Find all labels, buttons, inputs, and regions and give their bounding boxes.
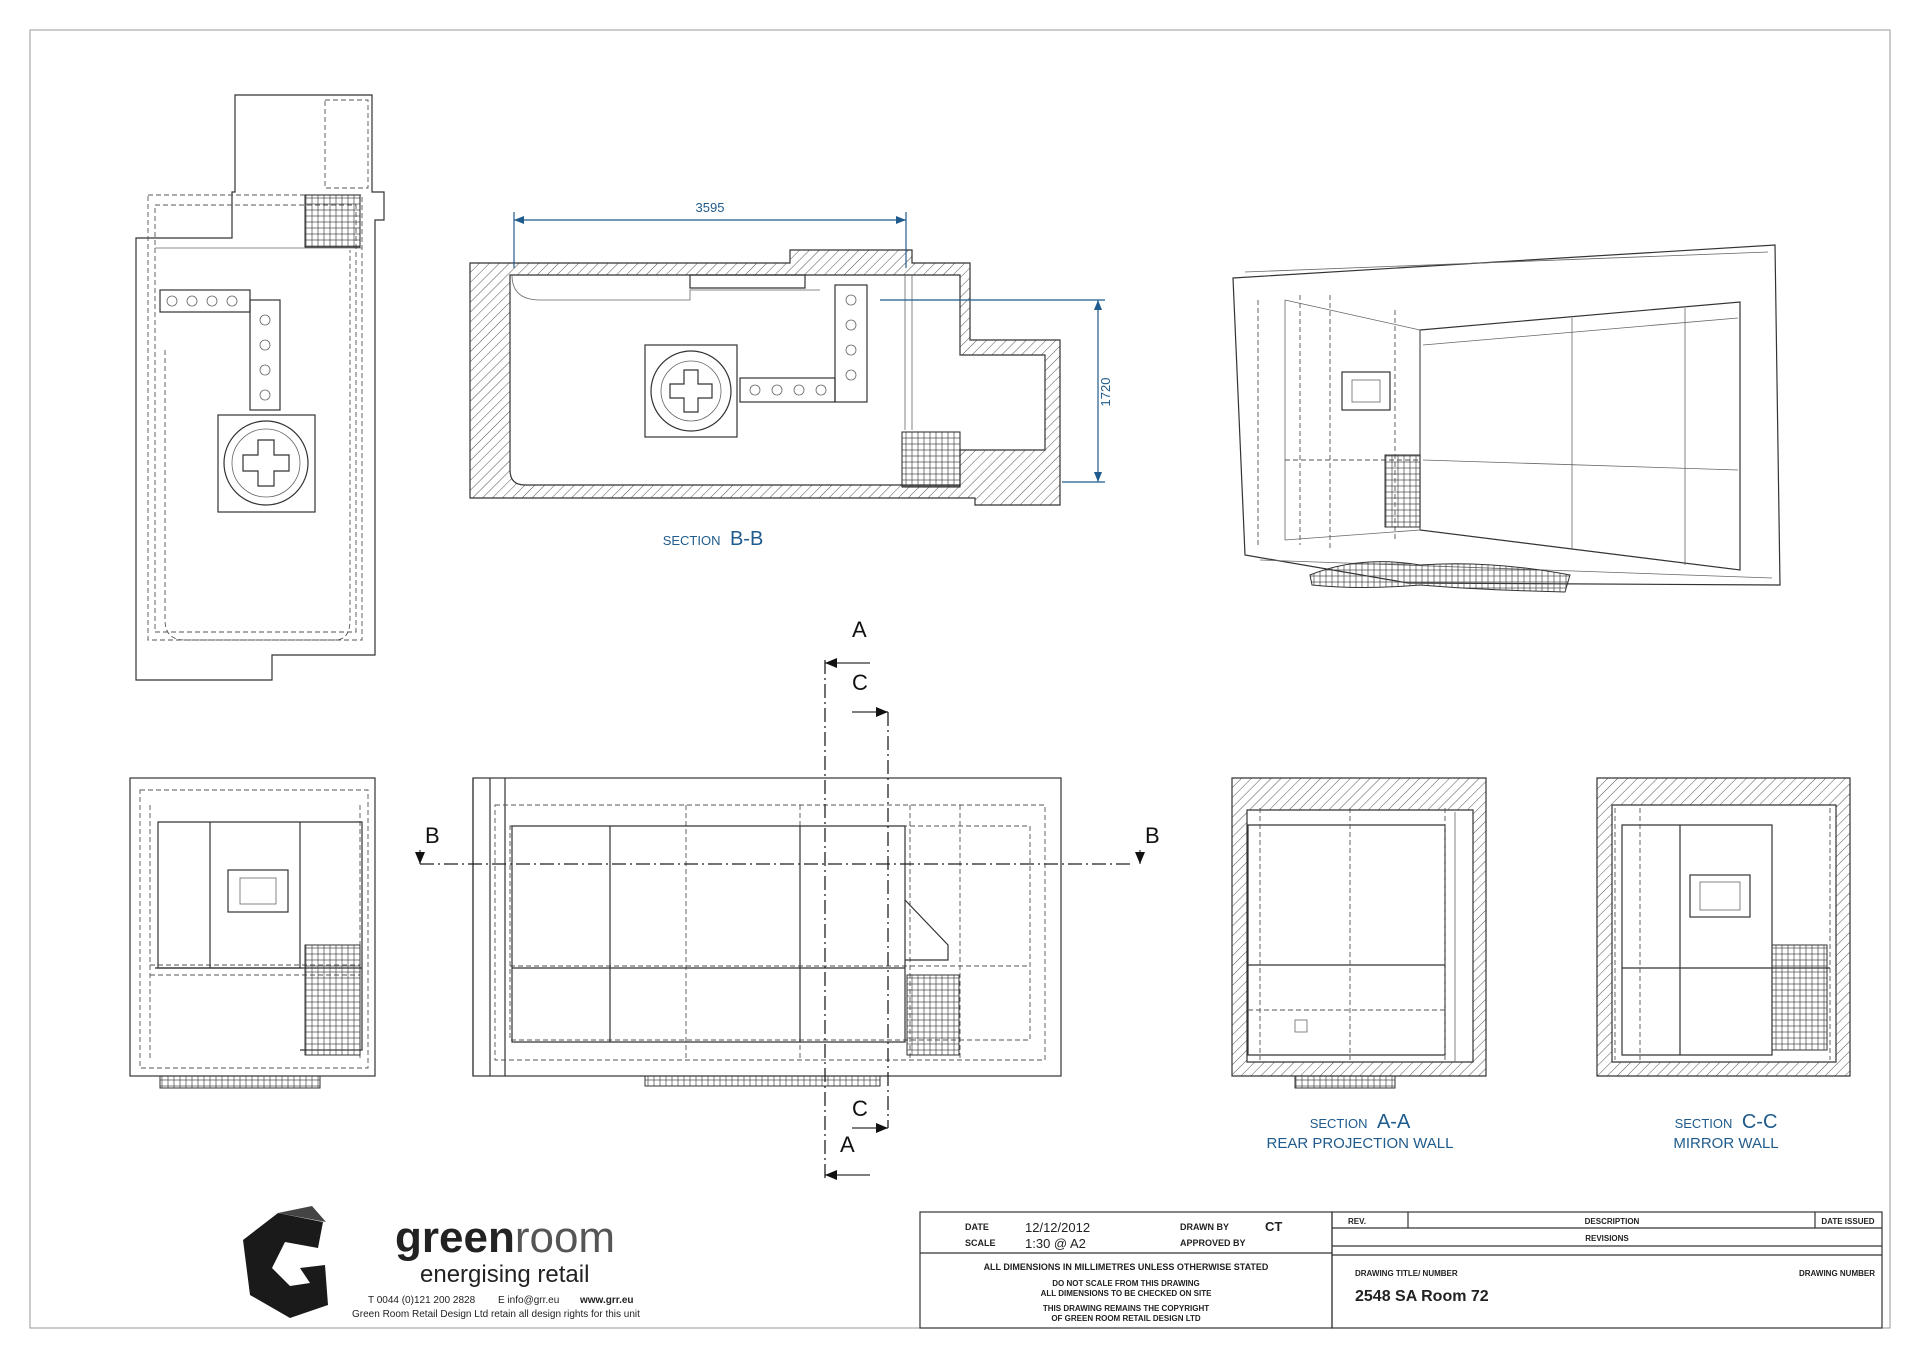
note-scale-2: ALL DIMENSIONS TO BE CHECKED ON SITE xyxy=(1040,1289,1212,1298)
section-markers xyxy=(415,617,1160,1180)
date-value: 12/12/2012 xyxy=(1025,1220,1091,1235)
plan-track-lights xyxy=(160,290,280,410)
marker-a-top: A xyxy=(852,617,867,642)
company-rights: Green Room Retail Design Ltd retain all design rights for this unit xyxy=(352,1309,640,1320)
marker-b-left: B xyxy=(425,823,440,848)
company-name: greenroom xyxy=(395,1213,616,1262)
marker-b-right: B xyxy=(1145,823,1160,848)
note-scale-1: DO NOT SCALE FROM THIS DRAWING xyxy=(1052,1279,1200,1288)
drawing-title-label: DRAWING TITLE/ NUMBER xyxy=(1355,1269,1458,1278)
front-elevation xyxy=(420,660,1130,1180)
company-website: www.grr.eu xyxy=(580,1295,634,1306)
side-elevation xyxy=(130,778,375,1088)
drawing-title-value: 2548 SA Room 72 xyxy=(1355,1288,1489,1305)
marker-a-bottom: A xyxy=(840,1132,855,1157)
drawn-by-value: CT xyxy=(1265,1219,1283,1234)
section-aa-subtitle: REAR PROJECTION WALL xyxy=(1266,1135,1454,1152)
date-label: DATE xyxy=(965,1222,989,1232)
section-aa-title: SECTION A-A xyxy=(1309,1111,1411,1133)
section-bb-shelving-unit xyxy=(902,432,960,487)
section-cc-view xyxy=(1597,778,1850,1152)
greenroom-logo-icon xyxy=(243,1206,328,1318)
section-aa-view xyxy=(1232,778,1486,1152)
section-bb-fan xyxy=(645,345,737,437)
marker-c-top: C xyxy=(852,670,868,695)
section-bb-track-lights xyxy=(740,285,867,402)
drawing-number-label: DRAWING NUMBER xyxy=(1799,1269,1875,1278)
company-phone: T 0044 (0)121 200 2828 xyxy=(368,1295,476,1306)
section-bb-title: SECTION B-B xyxy=(662,528,764,550)
dimension-height-label: 1720 xyxy=(1098,377,1113,407)
marker-c-bottom: C xyxy=(852,1096,868,1121)
scale-value: 1:30 @ A2 xyxy=(1025,1236,1086,1251)
title-block xyxy=(920,1212,1882,1328)
date-issued-label: DATE ISSUED xyxy=(1821,1217,1875,1226)
rev-label: REV. xyxy=(1348,1217,1366,1226)
description-label: DESCRIPTION xyxy=(1584,1217,1640,1226)
dimension-width-label: 3595 xyxy=(695,200,725,215)
note-copyright-1: THIS DRAWING REMAINS THE COPYRIGHT xyxy=(1042,1304,1210,1313)
approved-by-label: APPROVED BY xyxy=(1180,1238,1246,1248)
plan-shelving-unit xyxy=(305,195,360,247)
section-cc-title: SECTION C-C xyxy=(1674,1111,1778,1133)
company-branding xyxy=(243,1206,640,1320)
company-email: E info@grr.eu xyxy=(498,1295,560,1306)
note-dimensions: ALL DIMENSIONS IN MILLIMETRES UNLESS OTHERWISE STATED xyxy=(983,1262,1269,1272)
drawn-by-label: DRAWN BY xyxy=(1180,1222,1229,1232)
scale-label: SCALE xyxy=(965,1238,996,1248)
note-copyright-2: OF GREEN ROOM RETAIL DESIGN LTD xyxy=(1051,1314,1201,1323)
section-bb-view xyxy=(470,200,1113,550)
plan-ceiling-fan xyxy=(218,415,315,512)
plan-view xyxy=(136,95,384,680)
company-tagline: energising retail xyxy=(420,1261,590,1288)
revisions-label: REVISIONS xyxy=(1585,1234,1629,1243)
isometric-view xyxy=(1233,245,1780,592)
section-cc-subtitle: MIRROR WALL xyxy=(1673,1135,1779,1152)
